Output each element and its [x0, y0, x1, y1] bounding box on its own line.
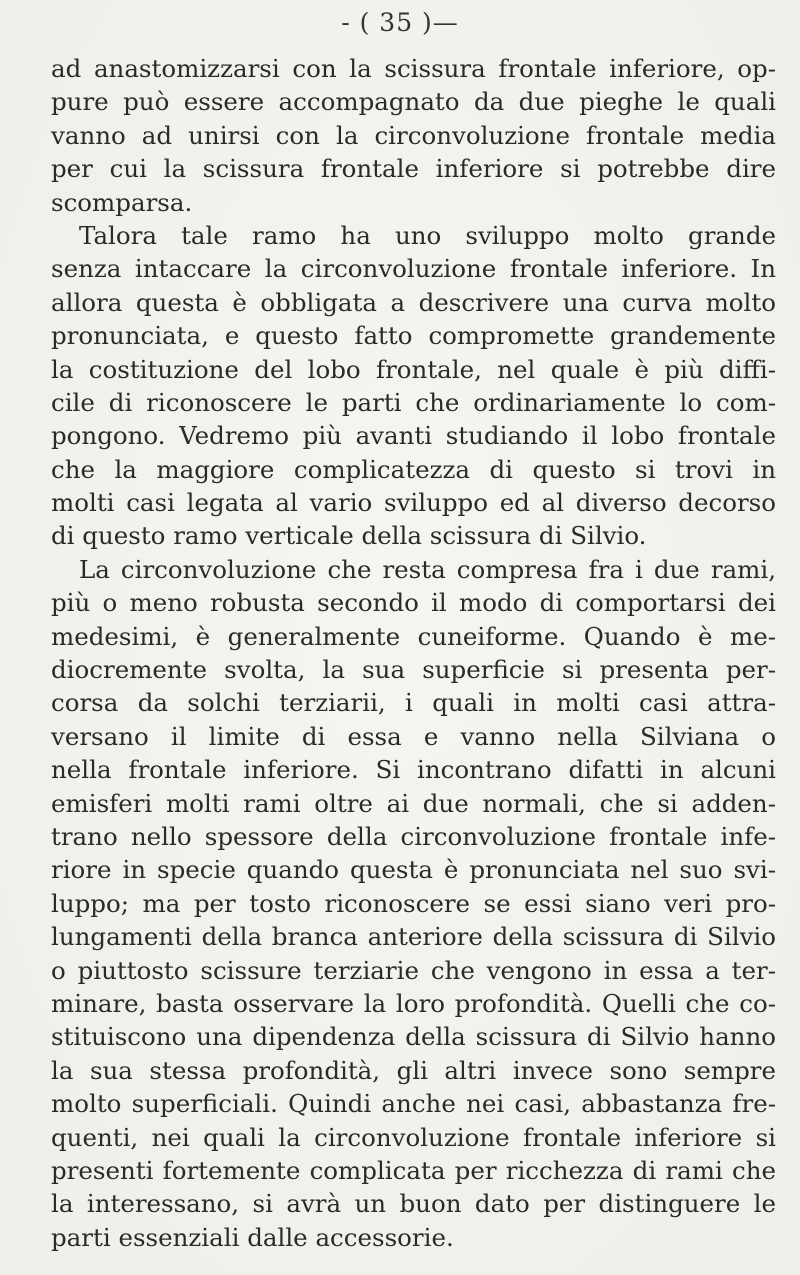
text-line: versano il limite di essa e vanno nella Silviana o [51, 721, 776, 751]
text-line: nella frontale inferiore. Si incontrano difatti in alcuni [51, 755, 776, 785]
text-line: molti casi legata al vario sviluppo ed al diverso decorso [51, 488, 776, 518]
text-line: lungamenti della branca anteriore della scissura di Silvio [51, 922, 776, 952]
text-line: che la maggiore complicatezza di questo si trovi in [51, 454, 776, 484]
text-line: luppo; ma per tosto riconoscere se essi siano veri pro- [51, 888, 776, 918]
text-line: per cui la scissura frontale inferiore si potrebbe dire [51, 154, 776, 184]
text-line: o piuttosto scissure terziarie che vengono in essa a ter- [51, 955, 776, 985]
text-line: emisferi molti rami oltre ai due normali, che si adden- [51, 788, 776, 818]
text-line: vanno ad unirsi con la circonvoluzione frontale media [51, 120, 776, 150]
page-number: - ( 35 )— [341, 8, 459, 37]
text-line: pure può essere accompagnato da due pieghe le quali [51, 87, 776, 117]
text-line: senza intaccare la circonvoluzione frontale inferiore. In [51, 254, 776, 284]
text-line: quenti, nei quali la circonvoluzione frontale inferiore si [51, 1122, 776, 1152]
text-line: molto superficiali. Quindi anche nei casi, abbastanza fre- [51, 1089, 776, 1119]
text-line: pronunciata, e questo fatto compromette grandemente [51, 321, 776, 351]
body-text [51, 52, 776, 1254]
text-line: stituiscono una dipendenza della scissura di Silvio hanno [51, 1022, 776, 1052]
text-line: scomparsa. [51, 187, 193, 217]
text-line: riore in specie quando questa è pronunciata nel suo svi- [51, 855, 776, 885]
text-line: parti essenziali dalle accessorie. [51, 1222, 454, 1252]
text-line: minare, basta osservare la loro profondità. Quelli che co- [51, 988, 776, 1018]
text-line: ad anastomizzarsi con la scissura frontale inferiore, op- [51, 54, 776, 83]
text-line: La circonvoluzione che resta compresa fra i due rami, [79, 554, 776, 584]
text-line: corsa da solchi terziarii, i quali in molti casi attra- [51, 688, 776, 718]
text-line: Talora tale ramo ha uno sviluppo molto grande [79, 220, 776, 250]
text-line: medesimi, è generalmente cuneiforme. Quando è me- [51, 621, 776, 651]
text-line: più o meno robusta secondo il modo di comportarsi dei [51, 588, 776, 618]
text-line: la sua stessa profondità, gli altri invece sono sempre [51, 1055, 776, 1085]
text-line: diocremente svolta, la sua superficie si presenta per- [51, 655, 776, 685]
text-line: la interessano, si avrà un buon dato per distinguere le [51, 1189, 776, 1219]
text-line: allora questa è obbligata a descrivere una curva molto [51, 287, 776, 317]
text-line: presenti fortemente complicata per ricchezza di rami che [51, 1155, 776, 1185]
text-line: di questo ramo verticale della scissura di Silvio. [51, 521, 647, 551]
text-line: trano nello spessore della circonvoluzione frontale infe- [51, 821, 776, 851]
text-line: cile di riconoscere le parti che ordinariamente lo com- [51, 387, 776, 417]
text-line: la costituzione del lobo frontale, nel quale è più diffi- [51, 354, 776, 384]
text-line: pongono. Vedremo più avanti studiando il lobo frontale [51, 421, 776, 451]
